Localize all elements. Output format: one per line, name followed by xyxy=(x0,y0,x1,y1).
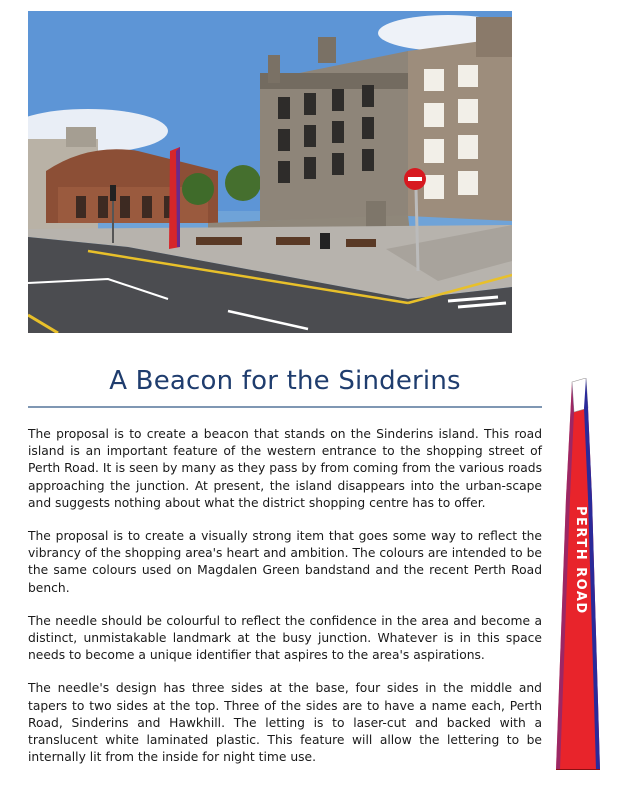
title-divider xyxy=(28,406,542,408)
paragraph-1: The proposal is to create a beacon that stands on the Sinderins island. This road island is an important feature of the western entrance to the shopping street of Perth Road. It is seen by many as they pass by from coming from the various roads approaching the junction. At present, the island disappears into the urban-scape and suggests nothing about what the district shopping centre has to offer. xyxy=(28,427,542,510)
paragraph-3: The needle should be colourful to reflect the confidence in the area and become a distinct, unmistakable landmark at the busy junction. Whatever is in this space needs to become a unique identifier that aspires to the area's aspirations. xyxy=(28,613,542,663)
page-title: A Beacon for the Sinderins xyxy=(109,366,461,396)
paragraph-2: The proposal is to create a visually strong item that goes some way to reflect the vibrancy of the shopping area's heart and ambition. The colours are intended to be the same colours used on Magdalen Green bandstand and the recent Perth Road bench. xyxy=(28,529,542,595)
street-photo xyxy=(28,11,512,333)
paragraph-4: The needle's design has three sides at the base, four sides in the middle and tapers to two sides at the top. Three of the sides are to have a name each, Perth Road, Sinderins and Hawkhill. The letting is to laser-cut and backed with a translucent white laminated plastic. This feature will allow the lettering to be internally lit from the inside for night time use. xyxy=(28,681,542,765)
needle-label: PERTH ROAD xyxy=(573,505,588,615)
body-text xyxy=(28,426,542,782)
